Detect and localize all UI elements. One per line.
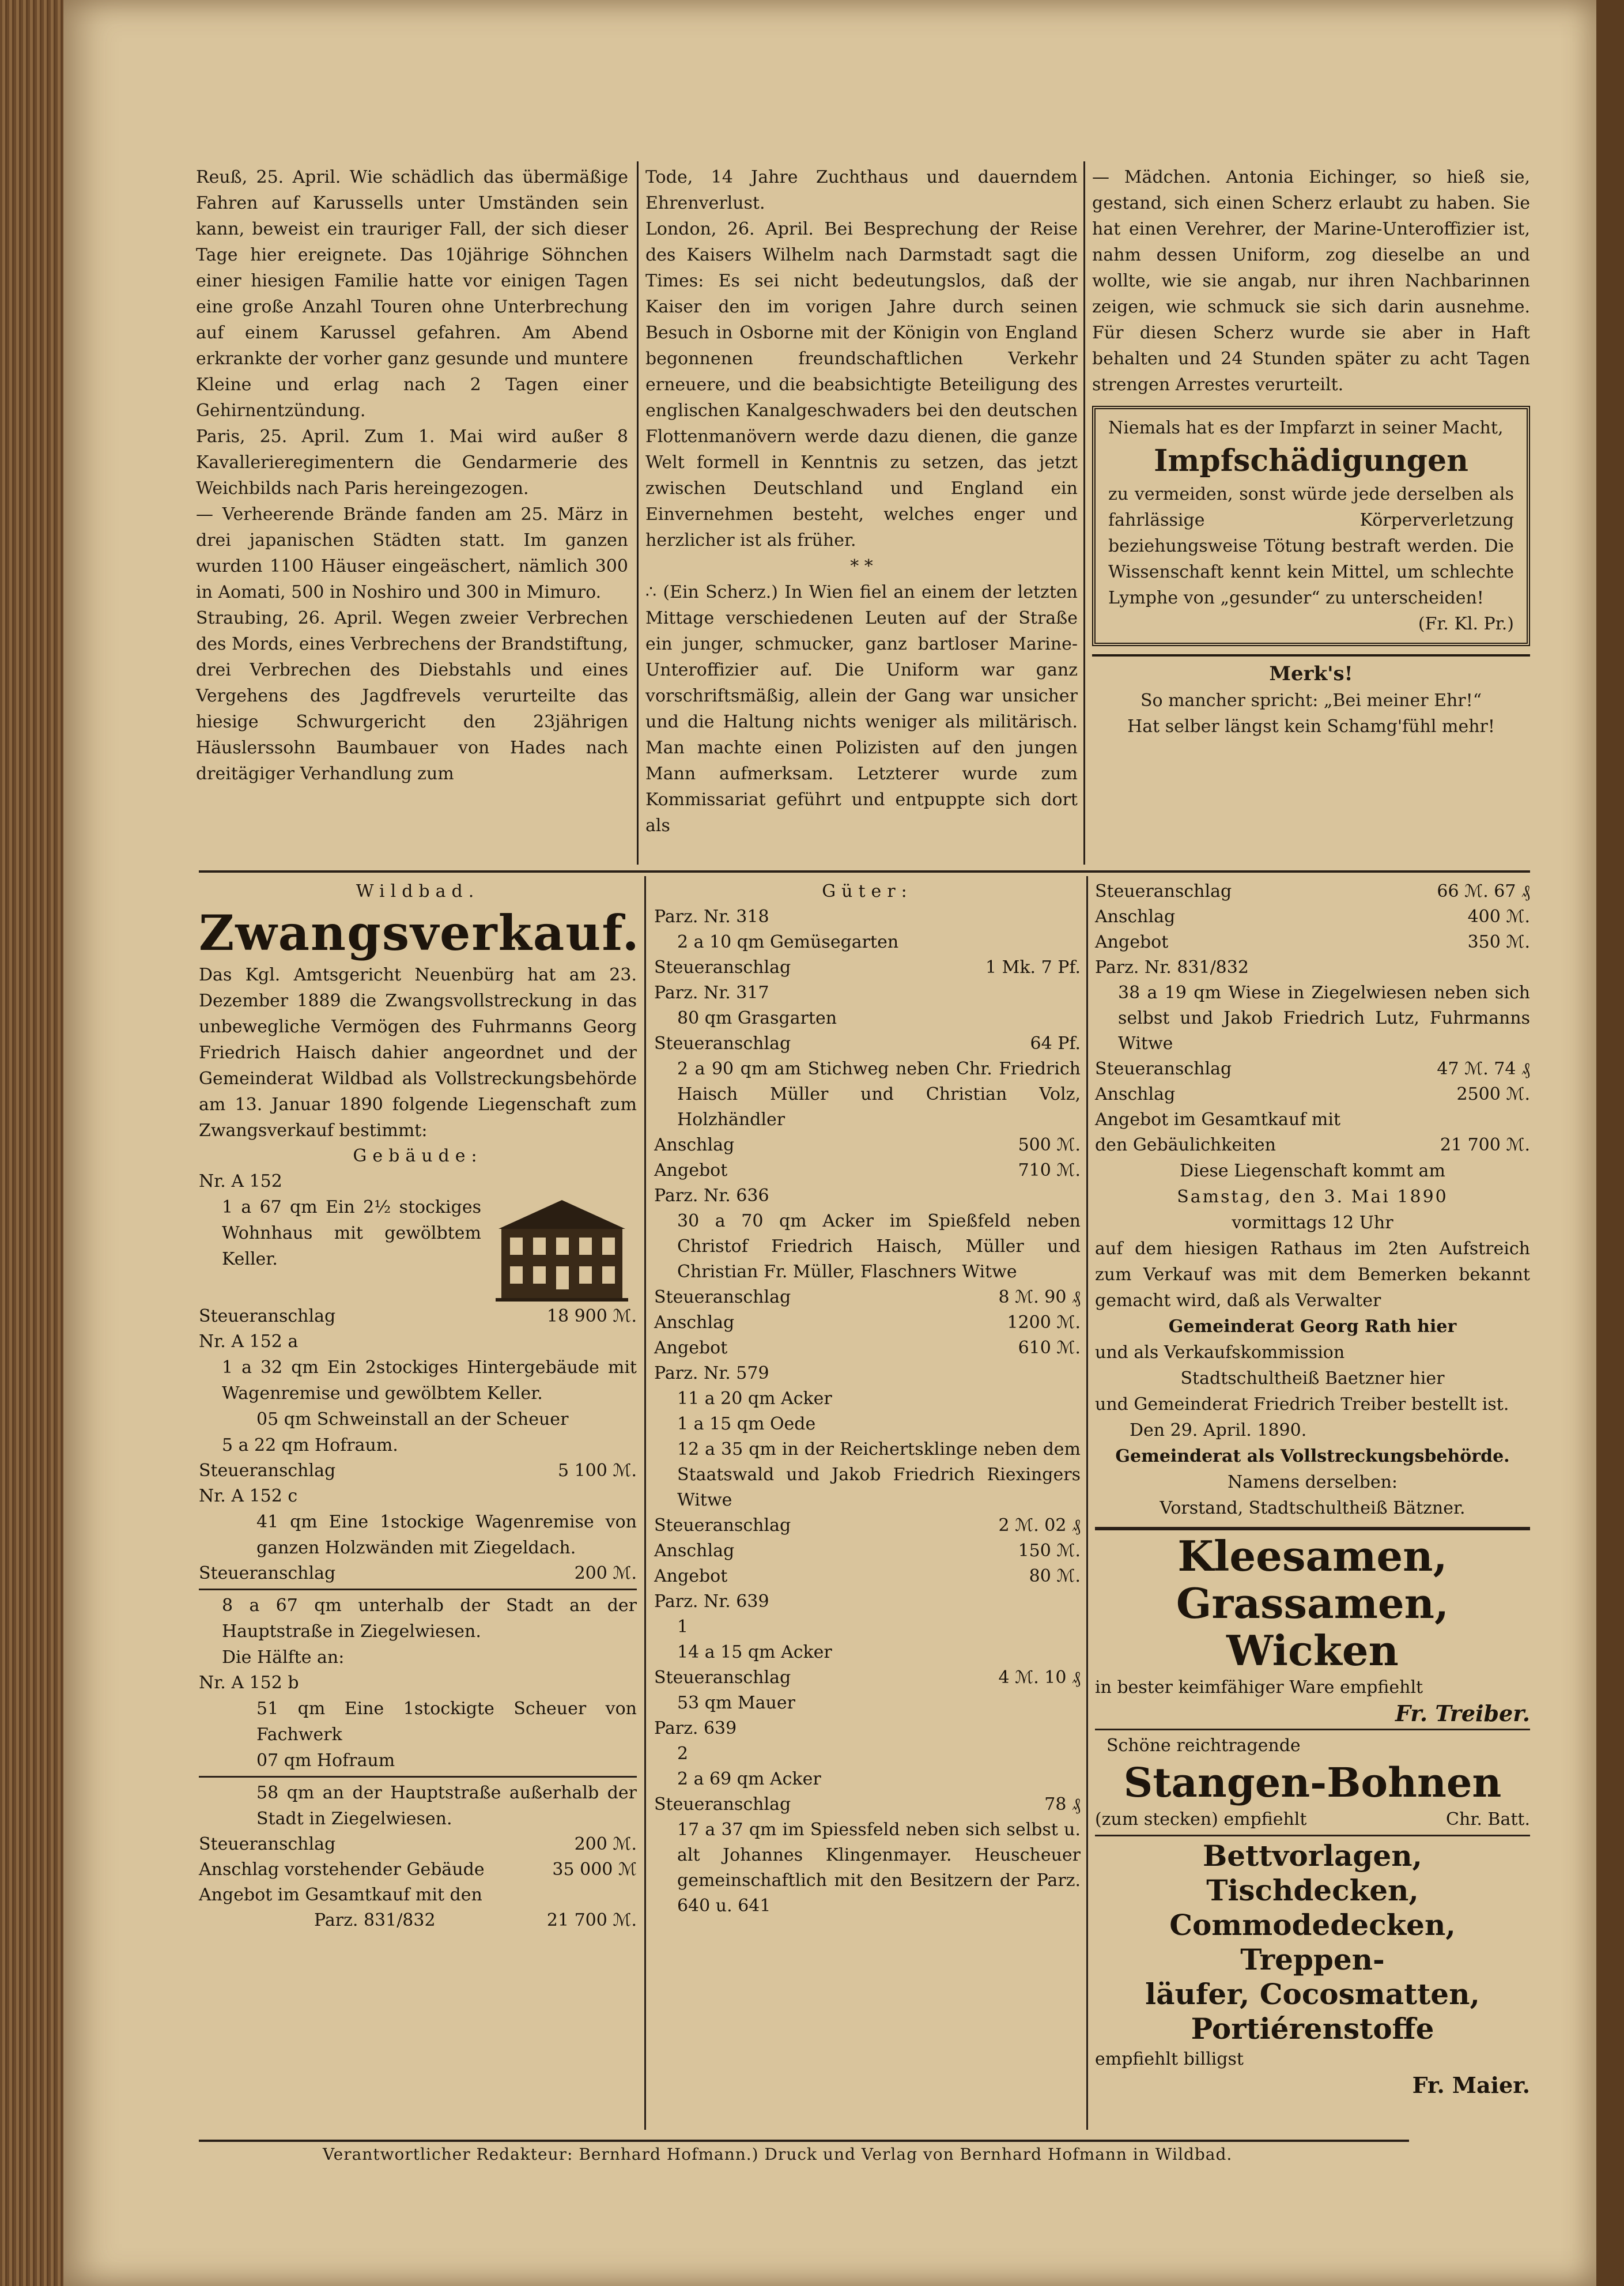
entry-row: [654, 930, 1081, 955]
entry-label: Parz. Nr. 317: [654, 983, 769, 1003]
entry-row: [654, 1640, 1081, 1665]
article-reuss: Reuß, 25. April. Wie schädlich das übermäßige Fahren auf Karussells unter Umständen sein kann, beweist ein trauriger Fall, der sich dieser Tage hier ereignete. Das 10jährige Söhnchen einer hiesigen Familie hatte vor einigen Tagen eine große Anzahl Touren ohne Unterbrechung auf einem Karussel gefahren. Am Abend erkrankte der vorher ganz gesunde und muntere Kleine und erlag nach 2 Tagen einer Gehirnentzündung.: [196, 167, 628, 421]
entry-row: [654, 1158, 1081, 1183]
entry-row: [654, 980, 1081, 1006]
section-rule: [199, 870, 1530, 873]
parcel-rows: [1095, 879, 1530, 1158]
entry-value: 1 Mk. 7 Pf.: [985, 957, 1081, 978]
entry-row: [1095, 1057, 1530, 1082]
ad-bett-text: empfiehlt billigst: [1095, 2049, 1244, 2069]
entry-row: [654, 1614, 1081, 1640]
entry-value: 2500 ℳ.: [1456, 1084, 1530, 1104]
ad-bohnen-footer: (zum stecken) empfiehlt Chr. Batt.: [1095, 1809, 1530, 1829]
entry-label: den Gebäulichkeiten: [1095, 1135, 1276, 1155]
entry-value: 2 ℳ. 02 ₰: [998, 1515, 1081, 1536]
tax-row: Steueranschlag 200 ℳ.: [199, 1563, 637, 1583]
right-column: [1095, 879, 1530, 2098]
notice-place: Wildbad.: [356, 881, 480, 901]
ad-bett-line-1: Bettvorlagen, Tischdecken,: [1203, 1839, 1422, 1907]
ad-kleesamen: Kleesamen,: [1177, 1531, 1448, 1580]
notice-date: Den 29. April. 1890.: [1130, 1420, 1307, 1440]
entry-label: Anschlag: [1095, 1084, 1176, 1104]
half-heading: Die Hälfte an:: [222, 1647, 345, 1668]
entry-row: [654, 1336, 1081, 1361]
tax-row: Steueranschlag 200 ℳ.: [199, 1834, 637, 1854]
entry-value: 21 700 ℳ.: [1440, 1135, 1530, 1155]
ad-bohnen-title: Stangen-Bohnen: [1123, 1759, 1502, 1806]
entry-value: 500 ℳ.: [1018, 1135, 1081, 1155]
entry-label: 80 qm Grasgarten: [677, 1008, 837, 1028]
rule: [1095, 1729, 1530, 1730]
entry-value: 400 ℳ.: [1467, 907, 1530, 927]
entry-row: [654, 1665, 1081, 1691]
entry-label: 17 a 37 qm im Spiessfeld neben sich selbst u. alt Johannes Klingenmayer. Heuscheuer gemeinschaftlich mit den Besitzern der Parz. 640 u. 641: [677, 1820, 1081, 1916]
article-tode: Tode, 14 Jahre Zuchthaus und dauerndem Ehrenverlust.: [645, 167, 1078, 213]
entry-row: [1095, 980, 1530, 1057]
entry-label: 38 a 19 qm Wiese in Ziegelwiesen neben sich selbst und Jakob Friedrich Lutz, Fuhrmanns Witwe: [1118, 983, 1530, 1054]
sale-time: vormittags 12 Uhr: [1232, 1213, 1393, 1233]
parz-row: Parz. 831/832 21 700 ℳ.: [314, 1910, 637, 1930]
entry-label: Angebot im Gesamtkauf mit: [1095, 1110, 1341, 1130]
entry-value: 4 ℳ. 10 ₰: [998, 1668, 1081, 1688]
entry-value: 66 ℳ. 67 ₰: [1437, 881, 1530, 901]
merks-line-1: So mancher spricht: „Bei meiner Ehr!“: [1140, 691, 1482, 711]
parcel-desc: 07 qm Hofraum: [256, 1751, 395, 1771]
parcel-desc: 8 a 67 qm unterhalb der Stadt an der Hauptstraße in Ziegelwiesen.: [222, 1595, 637, 1642]
gueter-column: [654, 879, 1081, 1919]
entry-label: Anschlag: [1095, 907, 1176, 927]
entry-row: [1095, 955, 1530, 980]
entry-label: Steueranschlag: [1095, 881, 1232, 901]
entry-label: 2 a 69 qm Acker: [677, 1769, 821, 1789]
gueter-heading: Güter:: [822, 881, 913, 901]
entry-row: [654, 904, 1081, 930]
entry-value: 80 ℳ.: [1029, 1566, 1081, 1586]
rule: [199, 1776, 637, 1778]
entry-row: [1095, 879, 1530, 904]
notice-intro: Das Kgl. Amtsgericht Neuenbürg hat am 23. Dezember 1889 die Zwangsvollstreckung in das unbewegliche Vermögen des Fuhrmanns Georg Friedrich Haisch dahier angeordnet und der Gemeinderat Wildbad als Vollstreckungsbehörde am 13. Januar 1890 folgende Liegenschaft zum Zwangsverkauf bestimmt:: [199, 965, 637, 1141]
entry-value: 150 ℳ.: [1018, 1541, 1081, 1561]
entry-row: [654, 1716, 1081, 1741]
section-asterisks: * *: [850, 556, 873, 576]
entry-row: [654, 1057, 1081, 1133]
ad-bett-line-2: Commodedecken, Treppen-: [1169, 1908, 1456, 1976]
parcel-number: Nr. A 152 c: [199, 1486, 298, 1506]
entry-row: [654, 1437, 1081, 1513]
entry-row: [654, 1133, 1081, 1158]
tax-row: Steueranschlag 5 100 ℳ.: [199, 1461, 637, 1481]
entry-label: 14 a 15 qm Acker: [677, 1642, 832, 1662]
merks-headline: Merk's!: [1269, 662, 1353, 685]
entry-label: Steueranschlag: [654, 1287, 791, 1307]
imprint: Verantwortlicher Redakteur: Bernhard Hofmann.) Druck und Verlag von Bernhard Hofmann in Wildbad.: [323, 2145, 1233, 2164]
entry-label: Angebot: [654, 1566, 728, 1586]
entry-row: [654, 1031, 1081, 1057]
entry-label: Parz. Nr. 636: [654, 1186, 769, 1206]
column-divider: [1086, 876, 1088, 2130]
article-london: London, 26. April. Bei Besprechung der Reise des Kaisers Wilhelm nach Darmstadt sagt die Times: Es sei nicht bedeutungslos, daß der Kaiser den im vorigen Jahre durch seinen Besuch in Osborne mit der Königin von England begonnenen freundschaftlichen Verkehr erneuere, und die beabsichtigte Beteiligung des englischen Kanalgeschwaders bei den deutschen Flottenmanövern werde dazu dienen, die ganze Welt formell in Kenntnis zu setzen, das jetzt zwischen Deutschland und England ein Einvernehmen besteht, welches enger und herzlicher ist als früher.: [645, 219, 1078, 550]
top-column-2: [645, 164, 1078, 839]
rule: [199, 1589, 637, 1590]
entry-row: [654, 1741, 1081, 1767]
entry-label: Anschlag: [654, 1312, 735, 1333]
notice-namens: Namens derselben:: [1227, 1472, 1398, 1492]
impf-headline: Impfschädigungen: [1154, 443, 1468, 478]
entry-row: [654, 1792, 1081, 1817]
entry-label: Anschlag: [654, 1135, 735, 1155]
entry-value: 64 Pf.: [1030, 1033, 1081, 1054]
entry-row: [654, 1412, 1081, 1437]
entry-row: [654, 1386, 1081, 1412]
ad-bett-line-4: Portiérenstoffe: [1191, 2012, 1434, 2046]
column-divider: [1083, 161, 1085, 865]
entry-row: [654, 1817, 1081, 1919]
entry-row: [1095, 930, 1530, 955]
entry-value: 47 ℳ. 74 ₰: [1437, 1059, 1530, 1079]
entry-row: [654, 1285, 1081, 1310]
entry-label: Parz. Nr. 639: [654, 1591, 769, 1612]
entry-label: 11 a 20 qm Acker: [677, 1389, 832, 1409]
ad-klee-seller: Fr. Treiber.: [1395, 1700, 1530, 1726]
administrator: Gemeinderat Georg Rath hier: [1168, 1316, 1457, 1337]
entry-label: Steueranschlag: [654, 1033, 791, 1054]
ad-grassamen: Grassamen,: [1176, 1579, 1449, 1628]
entry-row: [1095, 1107, 1530, 1133]
entry-row: [654, 1209, 1081, 1285]
entry-value: 610 ℳ.: [1018, 1338, 1081, 1358]
entry-row: [654, 1538, 1081, 1564]
merks-line-2: Hat selber längst kein Schamg'fühl mehr!: [1127, 716, 1495, 737]
entry-row: [654, 1183, 1081, 1209]
ad-bett-line-3: läufer, Cocosmatten,: [1145, 1977, 1480, 2011]
entry-label: Parz. Nr. 318: [654, 907, 769, 927]
entry-label: 2 a 10 qm Gemüsegarten: [677, 932, 899, 952]
entry-row: [1095, 1082, 1530, 1107]
commission-intro: und als Verkaufskommission: [1095, 1342, 1345, 1363]
entry-label: Steueranschlag: [654, 1668, 791, 1688]
entry-label: Steueranschlag: [1095, 1059, 1232, 1079]
notice-signature: Vorstand, Stadtschultheiß Bätzner.: [1160, 1498, 1466, 1518]
article-paris: Paris, 25. April. Zum 1. Mai wird außer 8 Kavallerieregimentern die Gendarmerie des Weichbilds nach Paris hereingezogen.: [196, 427, 628, 499]
parcel-desc: 5 a 22 qm Hofraum.: [222, 1435, 398, 1455]
entry-value: 78 ₰: [1044, 1794, 1081, 1815]
article-japan-fires: — Verheerende Brände fanden am 25. März in drei japanischen Städten statt. Im ganzen wurden 1100 Häuser eingeäschert, nämlich 300 in Aomati, 500 in Noshiro und 300 in Mimuro.: [196, 504, 628, 602]
parcel-number: Nr. A 152 a: [199, 1331, 299, 1352]
entry-label: 53 qm Mauer: [677, 1693, 795, 1713]
entry-label: Anschlag: [654, 1541, 735, 1561]
entry-row: [654, 1767, 1081, 1792]
entry-label: Angebot: [1095, 932, 1169, 952]
entry-row: [654, 1310, 1081, 1336]
parcel-desc: 1 a 32 qm Ein 2stockiges Hintergebäude mit Wagenremise und gewölbtem Keller.: [222, 1357, 637, 1404]
page-edge: [1596, 0, 1624, 2286]
rule: [1095, 1835, 1530, 1836]
entry-row: [654, 1589, 1081, 1614]
gueter-rows: [654, 904, 1081, 1919]
parcel-number: Nr. A 152: [199, 1171, 282, 1191]
angebot-row: Angebot im Gesamtkauf mit den: [199, 1885, 482, 1905]
parcel-desc: 51 qm Eine 1stockigte Scheuer von Fachwerk: [256, 1699, 637, 1745]
impf-body: zu vermeiden, sonst würde jede derselben als fahrlässige Körperverletzung beziehungsweise Tötung bestraft werden. Die Wissenschaft kennt kein Mittel, um schlechte Lymphe von „gesunder“ zu unterscheiden!: [1108, 484, 1514, 608]
ad-bett-seller: Fr. Maier.: [1412, 2072, 1530, 2098]
parcel-desc: 58 qm an der Hauptstraße außerhalb der Stadt in Ziegelwiesen.: [256, 1783, 637, 1829]
entry-value: 710 ℳ.: [1018, 1160, 1081, 1180]
impf-box: [1092, 406, 1530, 646]
entry-label: Parz. Nr. 831/832: [1095, 957, 1249, 978]
article-maedchen: — Mädchen. Antonia Eichinger, so hieß sie, gestand, sich einen Scherz erlaubt zu haben. Sie hat einen Verehrer, der Marine-Unteroffizier ist, nahm dessen Uniform, zog dieselbe an und wollte, wie sie angab, nur ihren Nachbarinnen zeigen, wie schmuck sie sich darin ausnehme. Für diesen Scherz wurde sie aber in Haft behalten und 24 Stunden später zu acht Tagen strengen Arrestes verurteilt.: [1092, 167, 1530, 395]
entry-value: 1200 ℳ.: [1007, 1312, 1081, 1333]
entry-label: Steueranschlag: [654, 957, 791, 978]
anschlag-row: Anschlag vorstehender Gebäude 35 000 ℳ: [199, 1859, 637, 1880]
column-divider: [637, 161, 639, 865]
ad-wicken: Wicken: [1226, 1626, 1399, 1675]
top-column-1: [196, 164, 628, 787]
sale-notice: auf dem hiesigen Rathaus im 2ten Aufstreich zum Verkauf was mit dem Bemerken bekannt gemacht wird, daß als Verwalter: [1095, 1239, 1530, 1311]
parcel-desc: 41 qm Eine 1stockige Wagenremise von ganzen Holzwänden mit Ziegeldach.: [256, 1512, 637, 1558]
notice-authority: Gemeinderat als Vollstreckungsbehörde.: [1115, 1446, 1510, 1466]
entry-label: 2: [677, 1744, 689, 1764]
entry-label: 12 a 35 qm in der Reichertsklinge neben dem Staatswald und Jakob Friedrich Riexingers Witwe: [677, 1439, 1081, 1510]
entry-row: [654, 1513, 1081, 1538]
entry-label: Steueranschlag: [654, 1794, 791, 1815]
zwangsverkauf-notice: [199, 879, 640, 1933]
entry-label: 30 a 70 qm Acker im Spießfeld neben Christof Friedrich Haisch, Müller und Christian Fr. Müller, Flaschners Witwe: [677, 1211, 1081, 1282]
commission-member: Stadtschultheiß Baetzner hier: [1180, 1368, 1445, 1389]
ad-bohnen-intro: Schöne reichtragende: [1106, 1736, 1301, 1756]
entry-label: Parz. Nr. 579: [654, 1363, 769, 1383]
entry-row: [654, 1691, 1081, 1716]
article-ein-scherz: ∴ (Ein Scherz.) In Wien fiel an einem der letzten Mittage verschiedenen Leuten auf der Straße ein junger, schmucker, ganz bartloser Marine-Unteroffizier auf. Die Uniform war ganz vorschriftsmäßig, allein der Gang war unsicher und die Haltung nichts weniger als militärisch. Man machte einen Polizisten auf den jungen Mann aufmerksam. Letzterer wurde zum Kommissariat geführt und entpuppte sich dort als: [645, 582, 1078, 836]
rule: [1095, 1527, 1530, 1530]
column-divider: [644, 876, 646, 2130]
entry-label: Steueranschlag: [654, 1515, 791, 1536]
sale-date-intro: Diese Liegenschaft kommt am: [1180, 1161, 1445, 1181]
parcel-desc: 05 qm Schweinstall an der Scheuer: [256, 1409, 569, 1429]
parcel-desc: 1 a 67 qm Ein 2½ stockiges Wohnhaus mit gewölbtem Keller.: [199, 1194, 637, 1272]
gebaeude-heading: Gebäude:: [353, 1146, 483, 1166]
entry-row: [654, 955, 1081, 980]
commission-member: und Gemeinderat Friedrich Treiber bestellt ist.: [1095, 1394, 1509, 1414]
entry-row: [1095, 1133, 1530, 1158]
ad-klee-text: in bester keimfähiger Ware empfiehlt: [1095, 1677, 1423, 1697]
top-column-3: [1092, 164, 1530, 740]
impf-intro: Niemals hat es der Impfarzt in seiner Macht,: [1108, 418, 1504, 438]
notice-title: Zwangsverkauf.: [199, 904, 640, 961]
entry-row: [1095, 904, 1530, 930]
entry-label: 1 a 15 qm Oede: [677, 1414, 816, 1434]
entry-label: 2 a 90 qm am Stichweg neben Chr. Friedrich Haisch Müller und Christian Volz, Holzhändler: [677, 1059, 1081, 1130]
article-straubing: Straubing, 26. April. Wegen zweier Verbrechen des Mords, eines Verbrechens der Brandstiftung, drei Verbrechen des Diebstahls und eines Vergehens des Jagdfrevels verurteilte das hiesige Schwurgericht den 23jährigen Häuslerssohn Baumbauer von Hades nach dreitägiger Verhandlung zum: [196, 608, 628, 784]
entry-row: [654, 1361, 1081, 1386]
house-illustration-icon: [487, 1194, 637, 1304]
entry-label: Angebot: [654, 1160, 728, 1180]
impf-source: (Fr. Kl. Pr.): [1418, 614, 1514, 634]
entry-label: Angebot: [654, 1338, 728, 1358]
merks-block: [1092, 654, 1530, 740]
entry-label: 1: [677, 1617, 689, 1637]
entry-value: 350 ℳ.: [1467, 932, 1530, 952]
tax-row: Steueranschlag 18 900 ℳ.: [199, 1306, 637, 1326]
entry-value: 8 ℳ. 90 ₰: [998, 1287, 1081, 1307]
sale-date: Samstag, den 3. Mai 1890: [1177, 1187, 1448, 1207]
entry-row: [654, 1564, 1081, 1589]
entry-row: [654, 1006, 1081, 1031]
parcel-number: Nr. A 152 b: [199, 1673, 299, 1693]
entry-label: Parz. 639: [654, 1718, 737, 1738]
footer-rule: [199, 2140, 1409, 2142]
